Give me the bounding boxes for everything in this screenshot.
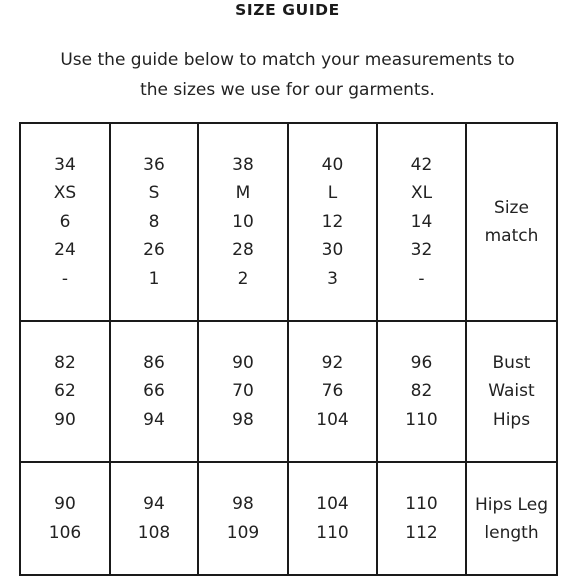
cell-value: 62 xyxy=(54,381,76,402)
cell-value: 8 xyxy=(148,211,160,232)
cell-value: 34 xyxy=(54,154,76,175)
cell-value: 94 xyxy=(143,409,165,430)
cell-value: 106 xyxy=(48,522,82,543)
size-guide-table xyxy=(19,122,558,576)
row-label-hips-leg-length xyxy=(466,462,557,575)
intro-line-1: Use the guide below to match your measurements to xyxy=(60,50,515,70)
row-label-bust-waist-hips xyxy=(466,321,557,462)
row-label: Size xyxy=(494,197,529,218)
cell-value: 40 xyxy=(321,154,344,175)
cell-value: 104 xyxy=(316,409,349,430)
cell-value: 82 xyxy=(54,352,76,373)
cell-value: 112 xyxy=(405,522,438,543)
cell-value: 26 xyxy=(143,240,165,261)
cell-value: 38 xyxy=(232,154,254,175)
cell-value: 70 xyxy=(232,381,254,402)
cell-value: L xyxy=(327,183,338,204)
cell-value: 90 xyxy=(232,352,254,373)
cell-value: 1 xyxy=(148,268,160,289)
intro-text xyxy=(0,45,575,105)
cell-value: 2 xyxy=(237,268,249,289)
page-title: SIZE GUIDE xyxy=(235,1,340,19)
cell-value: XL xyxy=(410,183,433,204)
cell-value: 110 xyxy=(316,522,349,543)
cell-value: 66 xyxy=(143,381,165,402)
cell-value: 96 xyxy=(410,352,433,373)
row-label: Hips Leg xyxy=(475,494,548,515)
cell-value: 12 xyxy=(321,211,344,232)
cell-value: 30 xyxy=(321,240,344,261)
table-row-size-match xyxy=(20,123,557,321)
cell-value: 32 xyxy=(410,240,433,261)
size-cell-40 xyxy=(288,123,377,321)
row-label-size-match xyxy=(466,123,557,321)
cell-value: 108 xyxy=(137,522,171,543)
row-label: Waist xyxy=(488,381,535,402)
cell-value: 28 xyxy=(232,240,254,261)
cell-value: M xyxy=(235,183,251,204)
cell-value: 86 xyxy=(143,352,165,373)
cell-value: 109 xyxy=(226,522,260,543)
body-cell-1 xyxy=(20,321,110,462)
row-label: Bust xyxy=(492,352,531,373)
body-cell-4 xyxy=(288,321,377,462)
row-label: length xyxy=(484,522,539,543)
cell-value: 76 xyxy=(321,381,344,402)
intro-line-2: the sizes we use for our garments. xyxy=(140,80,435,100)
body-cell-2 xyxy=(110,321,198,462)
cell-value: 42 xyxy=(410,154,433,175)
leg-cell-2 xyxy=(110,462,198,575)
cell-value: 24 xyxy=(54,240,76,261)
cell-value: 92 xyxy=(321,352,344,373)
cell-value: 3 xyxy=(327,268,338,289)
leg-cell-1 xyxy=(20,462,110,575)
leg-cell-4 xyxy=(288,462,377,575)
table-row-hips-leg-length xyxy=(20,462,557,575)
cell-value: 110 xyxy=(405,494,438,514)
cell-value: - xyxy=(418,268,425,289)
cell-value: 94 xyxy=(143,494,165,514)
size-cell-34 xyxy=(20,123,110,321)
cell-value: 36 xyxy=(143,154,165,175)
leg-cell-3 xyxy=(198,462,288,575)
cell-value: 98 xyxy=(232,409,254,430)
row-label: match xyxy=(484,226,539,246)
cell-value: 110 xyxy=(405,409,438,430)
cell-value: - xyxy=(61,268,69,289)
size-cell-38 xyxy=(198,123,288,321)
cell-value: XS xyxy=(53,183,77,204)
size-cell-42 xyxy=(377,123,466,321)
cell-value: S xyxy=(148,183,160,204)
cell-value: 90 xyxy=(54,409,76,430)
cell-value: 90 xyxy=(54,494,76,514)
leg-cell-5 xyxy=(377,462,466,575)
cell-value: 6 xyxy=(59,211,71,232)
table-row-bust-waist-hips xyxy=(20,321,557,462)
cell-value: 104 xyxy=(316,494,349,514)
row-label: Hips xyxy=(492,409,531,430)
cell-value: 98 xyxy=(232,494,254,514)
cell-value: 10 xyxy=(232,211,254,232)
cell-value: 14 xyxy=(410,211,433,232)
body-cell-5 xyxy=(377,321,466,462)
cell-value: 82 xyxy=(410,381,433,402)
size-cell-36 xyxy=(110,123,198,321)
body-cell-3 xyxy=(198,321,288,462)
